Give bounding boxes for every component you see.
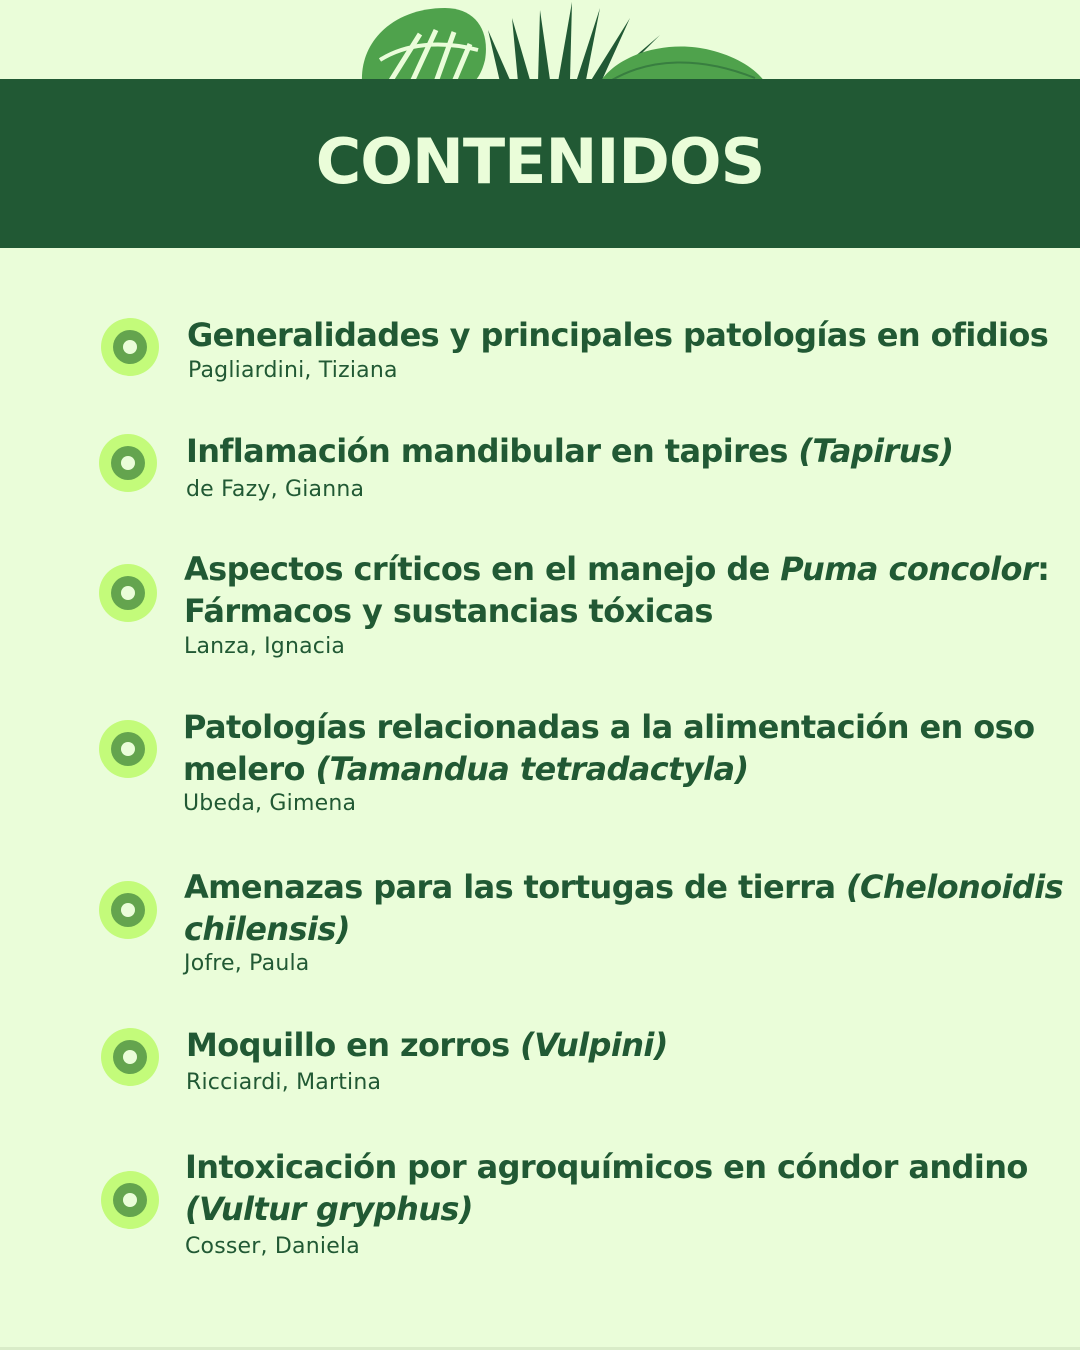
bullet-icon bbox=[99, 720, 157, 778]
bullet-icon bbox=[101, 318, 159, 376]
item-title-species-line2: (Vultur gryphus) bbox=[185, 1190, 473, 1228]
bullet-icon bbox=[101, 1171, 159, 1229]
item-title-species-line2: chilensis) bbox=[184, 910, 350, 948]
item-author: Lanza, Ignacia bbox=[184, 634, 346, 659]
item-title bbox=[185, 1146, 1028, 1230]
item-title bbox=[184, 866, 1063, 950]
item-title-text: Inflamación mandibular en tapires bbox=[186, 432, 799, 470]
item-title-text: Patologías relacionadas a la alimentación en oso bbox=[183, 708, 1035, 746]
page-title: CONTENIDOS bbox=[315, 125, 765, 198]
bullet-icon bbox=[101, 1028, 159, 1086]
item-title bbox=[186, 430, 953, 472]
item-author: Pagliardini, Tiziana bbox=[188, 358, 398, 383]
item-author: de Fazy, Gianna bbox=[186, 477, 365, 502]
item-title bbox=[184, 548, 1049, 632]
item-author: Ricciardi, Martina bbox=[186, 1070, 382, 1095]
bullet-icon bbox=[99, 564, 157, 622]
item-title-text-line2: Fármacos y sustancias tóxicas bbox=[184, 592, 713, 630]
item-title bbox=[186, 1024, 668, 1066]
item-title-text: Amenazas para las tortugas de tierra bbox=[184, 868, 847, 906]
item-title bbox=[187, 314, 1048, 356]
bullet-icon bbox=[99, 434, 157, 492]
item-title-punct: : bbox=[1037, 550, 1050, 588]
item-author: Cosser, Daniela bbox=[185, 1234, 360, 1259]
item-title-species: (Chelonoidis bbox=[846, 868, 1064, 906]
item-title-text-line2: melero bbox=[183, 750, 316, 788]
item-title-species: (Tamandua tetradactyla) bbox=[315, 750, 749, 788]
item-title bbox=[183, 706, 1034, 790]
item-title-species: (Tapirus) bbox=[798, 432, 954, 470]
item-title-text: Aspectos críticos en el manejo de bbox=[184, 550, 781, 588]
item-title-text: Moquillo en zorros bbox=[186, 1026, 521, 1064]
item-title-text: Intoxicación por agroquímicos en cóndor andino bbox=[185, 1148, 1028, 1186]
item-title-species: (Vulpini) bbox=[520, 1026, 668, 1064]
item-author: Ubeda, Gimena bbox=[183, 791, 357, 816]
item-title-species: Puma concolor bbox=[780, 550, 1038, 588]
bullet-icon bbox=[99, 881, 157, 939]
item-author: Jofre, Paula bbox=[184, 951, 310, 976]
item-title-text: Generalidades y principales patologías en ofidios bbox=[187, 316, 1049, 354]
